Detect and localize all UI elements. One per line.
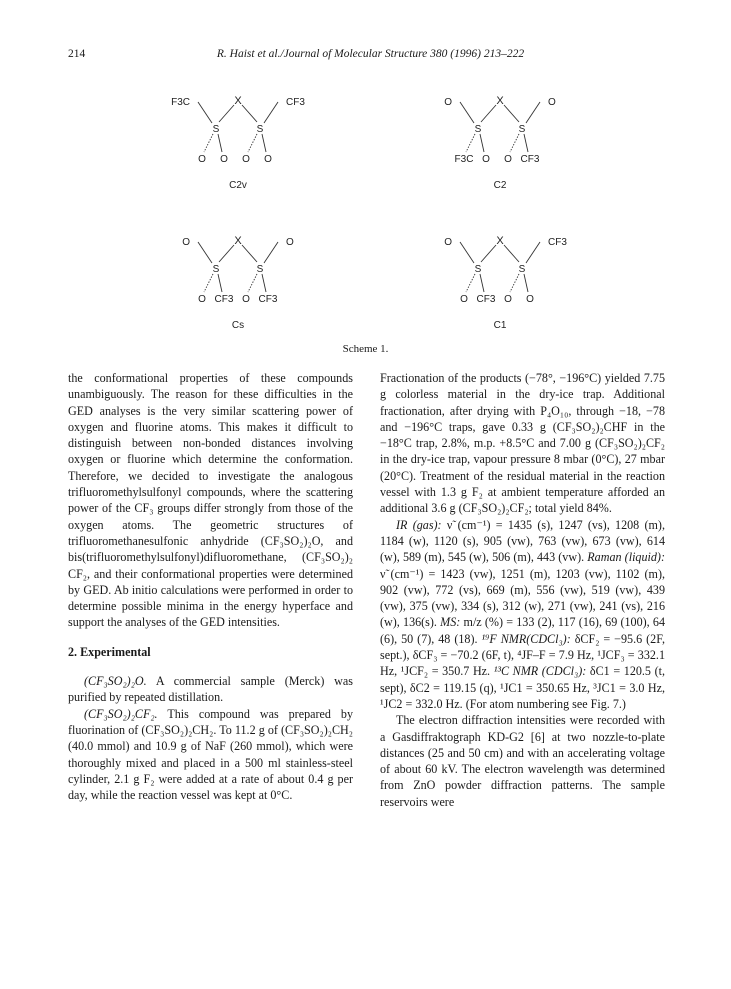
bond-line bbox=[504, 105, 519, 122]
substituent-label: O bbox=[504, 154, 512, 165]
substituent-label: CF3 bbox=[476, 294, 496, 305]
bond-line bbox=[219, 245, 234, 262]
scheme-caption: Scheme 1. bbox=[342, 343, 389, 355]
substituent-label: O bbox=[444, 237, 452, 248]
sulfur-atom-label: S bbox=[474, 124, 482, 135]
bond-line bbox=[504, 245, 519, 262]
bond-line bbox=[262, 274, 266, 292]
paragraph: Fractionation of the products (−78°, −196°C) yielded 7.75 g colorless material in the dry-ice trap. Additional fractionation, after drying with P₄O₁₀, through −18, −78 and −196°C traps, gave 0.33 g (CF₃SO₂)₂CHF in the −18°C trap, 2.8%, m.p. +8.5°C and 7.00 g (CF₃SO₂)₂CF₂ in the dry-ice trap, vapour pressure 8 mbar (0°C), 27 mbar (20°C). Treatment of the residual material in the reaction vessel with 1.3 g F₂ at ambient temperature afforded an additional 3.6 g (CF₃SO₂)₂CF₂; total yield 84%. bbox=[380, 371, 665, 516]
fnmr-label: ¹⁹F NMR(CDCl₃): bbox=[481, 631, 571, 646]
page-number: 214 bbox=[68, 48, 86, 60]
bond-line bbox=[218, 134, 222, 152]
bond-line bbox=[242, 245, 257, 262]
bond-line bbox=[510, 134, 519, 152]
section-heading: 2. Experimental bbox=[68, 644, 151, 659]
structure-c2v bbox=[171, 95, 305, 191]
bond-line bbox=[460, 242, 474, 263]
bond-line bbox=[242, 105, 257, 122]
sulfur-atom-label: S bbox=[518, 264, 526, 275]
substituent-label: O bbox=[242, 294, 250, 305]
sulfur-atom-label: S bbox=[474, 264, 482, 275]
substituent-label: CF3 bbox=[520, 154, 540, 165]
bond-line bbox=[460, 102, 474, 123]
bond-line bbox=[198, 102, 212, 123]
running-head: R. Haist et al./Journal of Molecular Structure 380 (1996) 213–222 bbox=[216, 48, 525, 60]
sulfur-atom-label: S bbox=[212, 264, 220, 275]
paragraph: (CF₃SO₂)₂O. A commercial sample (Merck) was purified by repeated distillation. bbox=[68, 674, 353, 705]
substituent-label: O bbox=[504, 294, 512, 305]
structure-cs bbox=[182, 235, 294, 331]
bridge-atom-label: X bbox=[496, 95, 504, 107]
bond-line bbox=[248, 134, 257, 152]
bridge-atom-label: X bbox=[234, 95, 242, 107]
substituent-label: O bbox=[198, 154, 206, 165]
bond-line bbox=[204, 134, 213, 152]
left-column bbox=[68, 370, 353, 803]
bond-line bbox=[524, 134, 528, 152]
bond-line bbox=[264, 102, 278, 123]
sulfur-atom-label: S bbox=[212, 124, 220, 135]
structure-c1 bbox=[444, 235, 567, 331]
sulfur-atom-label: S bbox=[518, 124, 526, 135]
symmetry-label: Cs bbox=[231, 320, 245, 331]
bond-line bbox=[219, 105, 234, 122]
substituent-label: O bbox=[482, 154, 490, 165]
raman-label: Raman (liquid): bbox=[587, 550, 665, 565]
substituent-label: CF3 bbox=[258, 294, 278, 305]
bond-line bbox=[204, 274, 213, 292]
paragraph: The electron diffraction intensities were recorded with a Gasdiffraktograph KD-G2 [6] at two nozzle-to-plate distances (25 and 50 cm) and with an accelerating voltage of about 60 kV. The electron wavelength was determined from ZnO powder diffraction patterns. The sample reservoirs were bbox=[380, 713, 665, 809]
bridge-atom-label: X bbox=[496, 235, 504, 247]
bond-line bbox=[526, 242, 540, 263]
bond-line bbox=[510, 274, 519, 292]
sulfur-atom-label: S bbox=[256, 124, 264, 135]
bond-line bbox=[466, 134, 475, 152]
bond-line bbox=[218, 274, 222, 292]
paragraph: the conformational properties of these compounds unambiguously. The reason for these difficulties in the GED analyses is the very similar scattering power of oxygen and fluorine atoms. This makes it difficult to distinguish between non-bonded distances involving oxygen or fluorine which determine the conformation. Therefore, we decided to investigate the analogous trifluoromethylsulfonyl compounds, where the scattering power of the CF₃ groups differ strongly from those of the oxygen atoms. The geometric structures of trifluoromethanesulfonic anhydride (CF₃SO₂)₂O, and bis(trifluoromethylsulfonyl)difluoromethane, (CF₃SO₂)₂ CF₂, and their conformational properties were determined by GED. Ab initio calculations were performed in order to determine possible minima in the energy hyperface and support the analyses of the GED intensities. bbox=[68, 371, 353, 630]
bond-line bbox=[264, 242, 278, 263]
symmetry-label: C2v bbox=[229, 180, 247, 191]
compound-label: (CF₃SO₂)₂CF₂. bbox=[84, 706, 158, 721]
bond-line bbox=[481, 105, 496, 122]
substituent-label: O bbox=[198, 294, 206, 305]
bridge-atom-label: X bbox=[234, 235, 242, 247]
substituent-label: F3C bbox=[454, 154, 474, 165]
cnmr-label: ¹³C NMR (CDCl₃): bbox=[493, 664, 587, 679]
substituent-label: O bbox=[220, 154, 228, 165]
symmetry-label: C1 bbox=[493, 320, 507, 331]
substituent-label: CF3 bbox=[548, 237, 567, 248]
bond-line bbox=[526, 102, 540, 123]
bond-line bbox=[480, 134, 484, 152]
substituent-label: F3C bbox=[171, 97, 190, 108]
ms-label: MS: bbox=[440, 615, 461, 630]
paragraph: (CF₃SO₂)₂CF₂. This compound was prepared by fluorination of (CF₃SO₂)₂CH₂. To 11.2 g of (CF₃SO₂)₂CH₂ (40.0 mmol) and 10.9 g of NaF (260 mmol), which were thoroughly mixed and placed in a 500 ml stainless-steel cylinder, 2.1 g F₂ were added at a rate of about 0.4 g per day, while the reaction vessel was kept at 0°C. bbox=[68, 706, 353, 803]
bond-line bbox=[466, 274, 475, 292]
bond-line bbox=[248, 274, 257, 292]
substituent-label: O bbox=[242, 154, 250, 165]
bond-line bbox=[524, 274, 528, 292]
substituent-label: O bbox=[460, 294, 468, 305]
ir-label: IR (gas): bbox=[396, 517, 442, 532]
spectra-paragraph: IR (gas): ν̃ (cm⁻¹) = 1435 (s), 1247 (vs), 1208 (m), 1184 (w), 1120 (s), 905 (vw), 763 (vw), 673 (vw), 614 (w), 589 (m), 545 (w), 506 (m), 443 (vw). Raman (liquid): ν̃ (cm⁻¹) = 1423 (vw), 1251 (m), 1203 (vw), 1102 (m), 902 (vw), 772 (vs), 669 (m), 556 (vw), 519 (vw), 439 (vw), 375 (vw), 334 (s), 312 (w), 271 (vw), 241 (vs), 216 (w), 136(s). MS: m/z (%) = 133 (2), 117 (16), 69 (100), 64 (6), 50 (7), 48 (18). ¹⁹F NMR(CDCl₃): δCF₂ = −95.6 (2F, sept.), δCF₃ = −70.2 (6F, t), ⁴JF–F = 7.9 Hz, ¹JCF₃ = 332.1 Hz, ¹JCF₂ = 350.7 Hz. ¹³C NMR (CDCl₃): δC1 = 120.5 (t, sept), δC2 = 119.15 (q), ¹JC1 = 350.65 Hz, ³JC1 = 3.0 Hz, ¹JC2 = 332.0 Hz. (For atom numbering see Fig. 7.) bbox=[380, 517, 666, 711]
bond-line bbox=[262, 134, 266, 152]
substituent-label: O bbox=[548, 97, 556, 108]
sulfur-atom-label: S bbox=[256, 264, 264, 275]
scheme-1 bbox=[0, 0, 731, 340]
substituent-label: CF3 bbox=[286, 97, 305, 108]
bond-line bbox=[480, 274, 484, 292]
substituent-label: O bbox=[182, 237, 190, 248]
right-column bbox=[380, 370, 665, 810]
substituent-label: O bbox=[264, 154, 272, 165]
substituent-label: CF3 bbox=[214, 294, 234, 305]
structure-c2 bbox=[444, 95, 556, 191]
symmetry-label: C2 bbox=[493, 180, 507, 191]
substituent-label: O bbox=[444, 97, 452, 108]
bond-line bbox=[198, 242, 212, 263]
bond-line bbox=[481, 245, 496, 262]
compound-label: (CF₃SO₂)₂O. bbox=[84, 674, 147, 689]
substituent-label: O bbox=[526, 294, 534, 305]
substituent-label: O bbox=[286, 237, 294, 248]
